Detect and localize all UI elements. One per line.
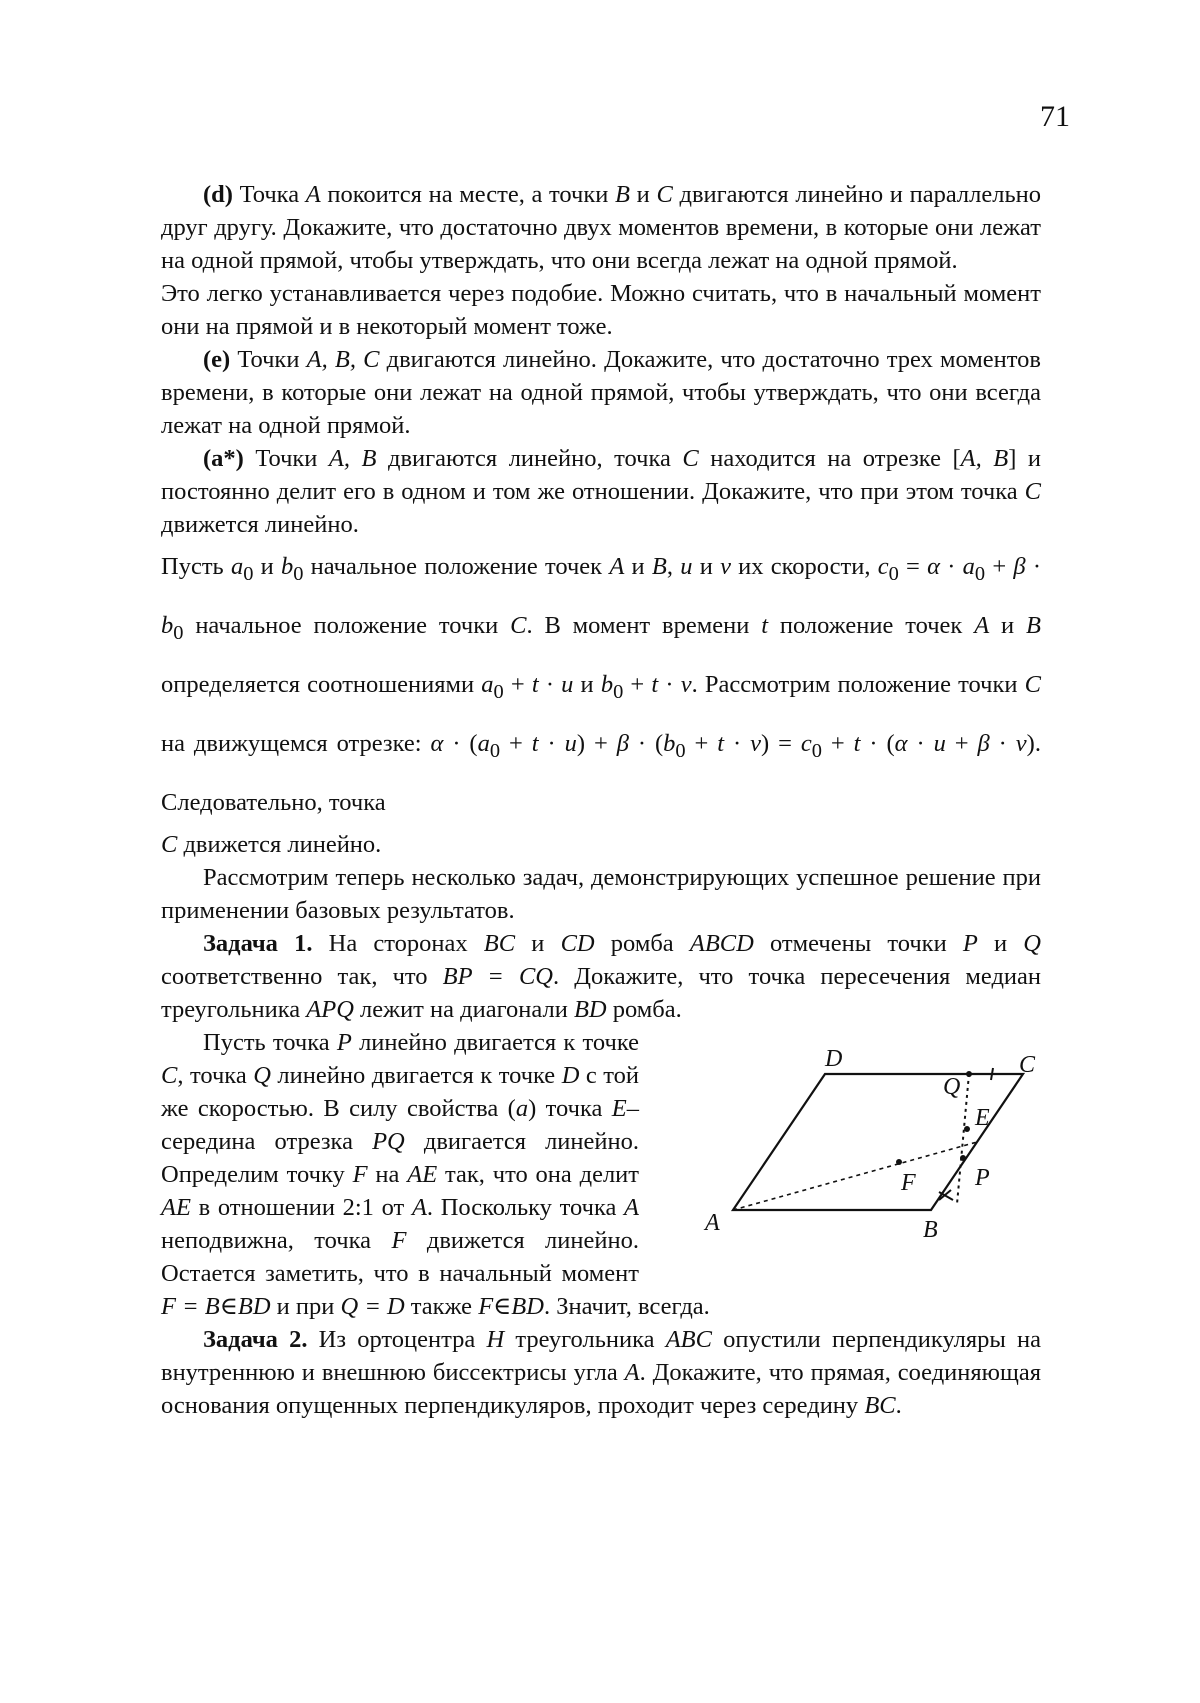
- math-var: t: [651, 670, 659, 698]
- var: H: [486, 1325, 505, 1353]
- var: BD: [573, 995, 607, 1023]
- text: ромба.: [606, 995, 682, 1023]
- item-label: (a*): [203, 445, 244, 472]
- text: Пусть точка: [203, 1028, 337, 1056]
- math-op: +: [945, 729, 978, 757]
- var: a: [515, 1094, 529, 1122]
- math-var: u: [561, 670, 574, 698]
- math-op: ·: [1025, 553, 1041, 580]
- var: A: [411, 1193, 427, 1221]
- var: B: [1026, 611, 1041, 639]
- var: A: [305, 181, 321, 208]
- math-op: +: [623, 670, 652, 698]
- item-e: [161, 343, 1041, 442]
- math-var: a: [230, 553, 244, 580]
- point-p: [960, 1155, 966, 1161]
- math-var: b: [600, 670, 614, 698]
- text: . Поскольку точка: [426, 1193, 625, 1221]
- text: определяется соотношениями: [161, 670, 482, 698]
- label-e: E: [975, 1104, 990, 1131]
- var: F = B: [161, 1292, 220, 1320]
- var: C: [510, 611, 527, 639]
- text: ромба: [594, 929, 690, 957]
- var: AE: [407, 1160, 438, 1188]
- var: t: [761, 611, 768, 639]
- point-q: [966, 1071, 972, 1077]
- var: Q: [1023, 929, 1041, 957]
- text: линейно двигается к точке: [351, 1028, 639, 1056]
- math-var: α: [894, 729, 908, 757]
- math-op: ·: [538, 670, 562, 698]
- math-sub: 0: [974, 562, 986, 585]
- math-sub: 0: [493, 680, 504, 703]
- point-f: [896, 1159, 902, 1165]
- var: A: [974, 611, 990, 639]
- var: E: [611, 1094, 627, 1122]
- text: –середина отрезка: [161, 1094, 639, 1155]
- text: ) точка: [528, 1094, 612, 1122]
- math-op: ·: [443, 729, 470, 757]
- math-op: (: [469, 729, 478, 757]
- text: положение точек: [779, 611, 975, 639]
- tick-mark-cd: [991, 1068, 993, 1080]
- text: находится на отрезке [: [698, 445, 961, 472]
- text: опустили перпендикуляры на внутреннюю и внешнюю биссектрисы угла: [161, 1325, 1041, 1386]
- math-var: u: [933, 729, 946, 757]
- text: ] и постоянно делит его в одном и том же отношении. Докажите, что при этом точка: [161, 445, 1041, 505]
- math-op: +: [500, 729, 532, 757]
- text: . Значит, всегда.: [543, 1292, 710, 1320]
- var: P: [336, 1028, 352, 1056]
- text: ,: [666, 553, 681, 580]
- math-op: +: [685, 729, 718, 757]
- text: неподвижна, точка: [161, 1226, 392, 1254]
- math-var: v: [1015, 729, 1027, 757]
- text: и: [692, 553, 721, 580]
- math-var: t: [853, 729, 861, 757]
- var: A, B, C: [306, 346, 380, 373]
- math-var: a: [962, 553, 975, 580]
- text: и: [989, 611, 1027, 639]
- text: Точки: [230, 346, 307, 373]
- text: . В момент времени: [526, 611, 762, 639]
- text: Из ортоцентра: [307, 1325, 487, 1353]
- label-f: F: [901, 1169, 916, 1196]
- text: . Докажите, что точка пересечения медиан треугольника: [161, 962, 1042, 1023]
- problem-label: Задача 1.: [203, 929, 313, 957]
- math-op: ∈: [493, 1292, 512, 1320]
- math-op: ): [1026, 729, 1035, 757]
- text: Точки: [243, 445, 329, 472]
- label-p: P: [975, 1164, 990, 1191]
- math-op: +: [585, 729, 617, 757]
- math-var: a: [477, 729, 490, 757]
- math-op: ∈: [219, 1292, 238, 1320]
- var: C: [1024, 670, 1041, 698]
- text: так, что она делит: [437, 1160, 639, 1188]
- text: . Следовательно, точка: [161, 729, 1041, 816]
- text: их скорости,: [730, 553, 871, 580]
- math-var: β: [1013, 553, 1026, 580]
- item-label: (d): [203, 181, 233, 208]
- var: BP = CQ: [442, 962, 553, 990]
- math-op: ·: [724, 729, 751, 757]
- var: F: [478, 1292, 494, 1320]
- text: двигаются линейно, точка: [376, 445, 683, 472]
- item-label: (e): [203, 346, 231, 373]
- text: двигаются линейно и параллельно друг другу. Докажите, что достаточно двух моментов времени, в которые они лежат на одной прямой, чтобы утверждать, что они всегда лежат на одной прямой.: [161, 181, 1041, 274]
- text: Пусть: [161, 553, 231, 580]
- var: BD: [511, 1292, 544, 1320]
- var: B: [651, 553, 667, 580]
- var: F: [391, 1226, 407, 1254]
- math-sub: 0: [489, 739, 501, 762]
- math-op: ·: [658, 670, 681, 698]
- text: На сторонах: [312, 929, 484, 957]
- text: начальное положение точек: [303, 553, 610, 580]
- math-op: ): [576, 729, 586, 757]
- text: на: [367, 1160, 408, 1188]
- text: .: [895, 1391, 902, 1419]
- label-a: A: [705, 1209, 720, 1236]
- math-op: ·: [538, 729, 565, 757]
- math-op: ·: [860, 729, 887, 757]
- math-var: v: [680, 670, 692, 698]
- math-op: =: [898, 553, 928, 580]
- var: D: [561, 1061, 580, 1089]
- math-sub: 0: [173, 621, 184, 644]
- math-var: b: [663, 729, 676, 757]
- var: C: [161, 1061, 178, 1089]
- math-op: ·: [939, 553, 963, 580]
- text: треугольника: [504, 1325, 666, 1353]
- math-var: b: [280, 553, 294, 580]
- math-sub: 0: [293, 562, 304, 585]
- label-c: C: [1019, 1051, 1036, 1078]
- var: ABC: [665, 1325, 712, 1353]
- math-var: a: [481, 670, 494, 698]
- var: C: [656, 181, 673, 208]
- math-op: ·: [907, 729, 934, 757]
- math-var: c: [877, 553, 889, 580]
- text: Точка: [232, 181, 306, 208]
- point-e: [964, 1126, 970, 1132]
- math-op: ·: [628, 729, 655, 757]
- math-var: v: [720, 553, 731, 580]
- var: A, B: [960, 445, 1009, 472]
- rhombus-figure: [661, 1032, 1041, 1267]
- text: . Докажите, что прямая, соединяющая основания опущенных перпендикуляров, проходит через середину: [161, 1358, 1041, 1419]
- var: ABCD: [689, 929, 754, 957]
- text: покоится на месте, а точки: [320, 181, 616, 208]
- var: B: [615, 181, 631, 208]
- math-sub: 0: [811, 739, 822, 762]
- problem-2: [161, 1323, 1041, 1422]
- text: движется линейно.: [161, 511, 359, 538]
- math-sub: 0: [613, 680, 624, 703]
- math-op: (: [886, 729, 895, 757]
- var: F: [352, 1160, 368, 1188]
- math-var: c: [800, 729, 812, 757]
- text: двигаются линейно. Докажите, что достаточно трех моментов времени, в которые они лежат на одной прямой, чтобы утверждать, что они всегда лежат на одной прямой.: [161, 346, 1041, 439]
- math-var: β: [977, 729, 990, 757]
- text: . Рассмотрим положение точки: [691, 670, 1025, 698]
- text: двигается линейно. Определим точку: [161, 1127, 640, 1188]
- var: C: [161, 830, 178, 858]
- var: A: [609, 553, 625, 580]
- text: движется линейно.: [177, 830, 382, 858]
- math-sub: 0: [243, 562, 254, 585]
- math-op: +: [985, 553, 1014, 580]
- item-d-solution: Это легко устанавливается через подобие. Можно считать, что в начальный момент они на прямой и в некоторый момент тоже.: [161, 280, 1041, 340]
- math-var: β: [616, 729, 629, 757]
- text: и: [624, 553, 652, 580]
- text: и: [573, 670, 601, 698]
- text: движется линейно. Остается заметить, что в начальный момент: [161, 1226, 639, 1287]
- math-var: t: [531, 729, 539, 757]
- math-op: ·: [989, 729, 1016, 757]
- transition-paragraph: Рассмотрим теперь несколько задач, демонстрирующих успешное решение при применении базовых результатов.: [161, 863, 1041, 924]
- math-op: +: [821, 729, 854, 757]
- rhombus-diagram: [661, 1032, 1041, 1267]
- math-sub: 0: [675, 739, 686, 762]
- var: A: [624, 1193, 639, 1221]
- math-var: t: [717, 729, 725, 757]
- var: C: [1024, 478, 1041, 505]
- var: BD: [237, 1292, 271, 1320]
- math-op: (: [654, 729, 664, 757]
- math-var: t: [531, 670, 539, 698]
- text: в отношении 2:1 от: [190, 1193, 412, 1221]
- text: линейно двигается к точке: [270, 1061, 562, 1089]
- math-op: =: [769, 729, 801, 757]
- text: и при: [270, 1292, 341, 1320]
- var: AE: [161, 1193, 191, 1221]
- text: соответственно так, что: [161, 962, 443, 990]
- text: отмечены точки: [753, 929, 963, 957]
- var: A: [624, 1358, 640, 1386]
- text: также: [404, 1292, 479, 1320]
- math-var: α: [430, 729, 444, 757]
- problem-1: [161, 927, 1041, 1026]
- var: PQ: [372, 1127, 405, 1155]
- label-d: D: [825, 1045, 843, 1072]
- var: APQ: [306, 995, 354, 1023]
- var: BC: [483, 929, 516, 957]
- math-var: b: [161, 611, 174, 639]
- text: на движущемся отрезке:: [161, 729, 422, 757]
- math-var: u: [564, 729, 577, 757]
- math-var: v: [750, 729, 761, 757]
- page-number: 71: [1040, 100, 1070, 133]
- text: и: [630, 181, 657, 208]
- label-b: B: [923, 1216, 938, 1243]
- text: и: [253, 553, 281, 580]
- math-var: u: [680, 553, 693, 580]
- var: BC: [864, 1391, 896, 1419]
- text: и: [515, 929, 561, 957]
- text: , точка: [177, 1061, 254, 1089]
- var: A, B: [328, 445, 377, 472]
- proof-conclusion: [161, 828, 1041, 861]
- text: лежит на диагонали: [353, 995, 574, 1023]
- var: C: [682, 445, 699, 472]
- math-op: ): [761, 729, 770, 757]
- item-d: [161, 178, 1041, 277]
- label-q: Q: [943, 1073, 961, 1100]
- var: CD: [560, 929, 595, 957]
- text: и: [977, 929, 1024, 957]
- text: с той же скоростью. В силу свойства (: [161, 1061, 640, 1122]
- proof-block: [161, 541, 1041, 828]
- item-a-star: [161, 442, 1041, 541]
- text: начальное положение точки: [183, 611, 511, 639]
- math-sub: 0: [888, 562, 899, 585]
- var: Q: [253, 1061, 271, 1089]
- problem-label: Задача 2.: [203, 1325, 308, 1353]
- page-content: [161, 178, 1041, 1422]
- math-op: +: [503, 670, 532, 698]
- math-var: α: [927, 553, 940, 580]
- var: P: [962, 929, 978, 957]
- var: Q = D: [340, 1292, 405, 1320]
